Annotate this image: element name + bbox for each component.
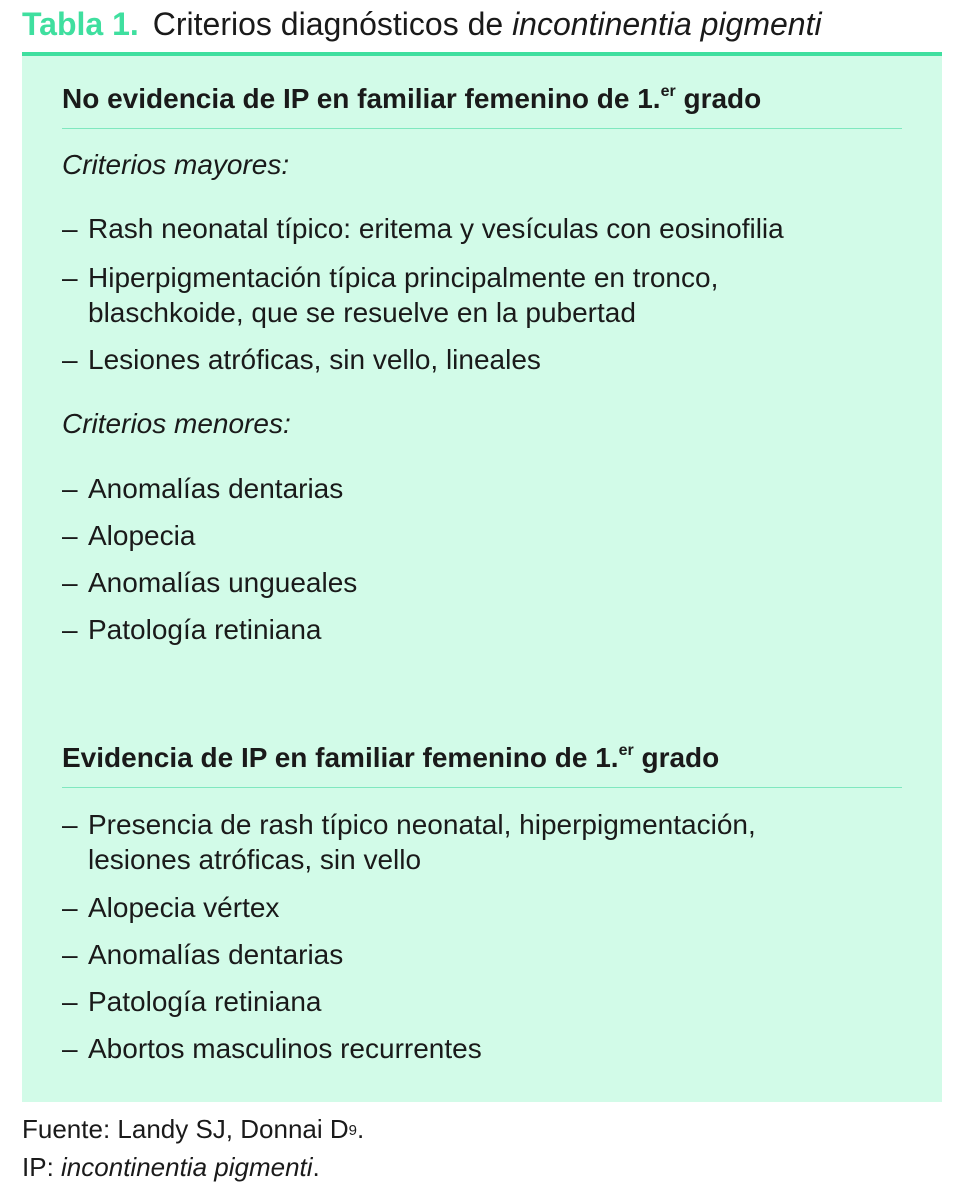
major-criteria-label: Criterios mayores: [62,149,290,180]
section1-heading: No evidencia de IP en familiar femenino de 1.$^{er}$ grado [62,83,762,114]
table-title-text: Criterios diagnósticos de [152,6,504,42]
minor-criteria-label: Criterios menores: [62,408,291,439]
section2-rule [62,787,902,788]
table-number: Tabla 1. [22,6,139,42]
section2-heading: Evidencia de IP en familiar femenino de 1.$^{er}$ grado [62,742,720,773]
section1-rule [62,128,902,129]
list-item: – Anomalías dentarias [62,939,344,970]
abbreviation-note: IP: incontinentia pigmenti. [22,1152,320,1182]
list-item: – Lesiones atróficas, sin vello, lineales [62,344,541,375]
table-title-italic: incontinentia pigmenti [512,6,822,42]
source-note: Fuente: Landy SJ, Donnai $D^9$. [22,1114,365,1144]
list-item-continuation: lesiones atróficas, sin vello [88,844,422,875]
list-item: – Anomalías dentarias [62,473,344,504]
list-item: – Alopecia vértex [62,892,280,923]
list-item: – Patología retiniana [62,986,322,1017]
list-item: – Anomalías ungueales [62,567,358,598]
list-item: – Presencia de rash típico neonatal, hiperpigmentación, [62,809,756,840]
table-title [22,4,822,44]
list-item: – Abortos masculinos recurrentes [62,1033,482,1064]
list-item: – Rash neonatal típico: eritema y vesículas con eosinofilia [62,213,784,244]
list-item: – Hiperpigmentación típica principalmente en tronco, [62,262,719,293]
list-item-continuation: blaschkoide, que se resuelve en la pubertad [88,297,636,328]
list-item: – Patología retiniana [62,614,322,645]
list-item: – Alopecia [62,520,196,551]
